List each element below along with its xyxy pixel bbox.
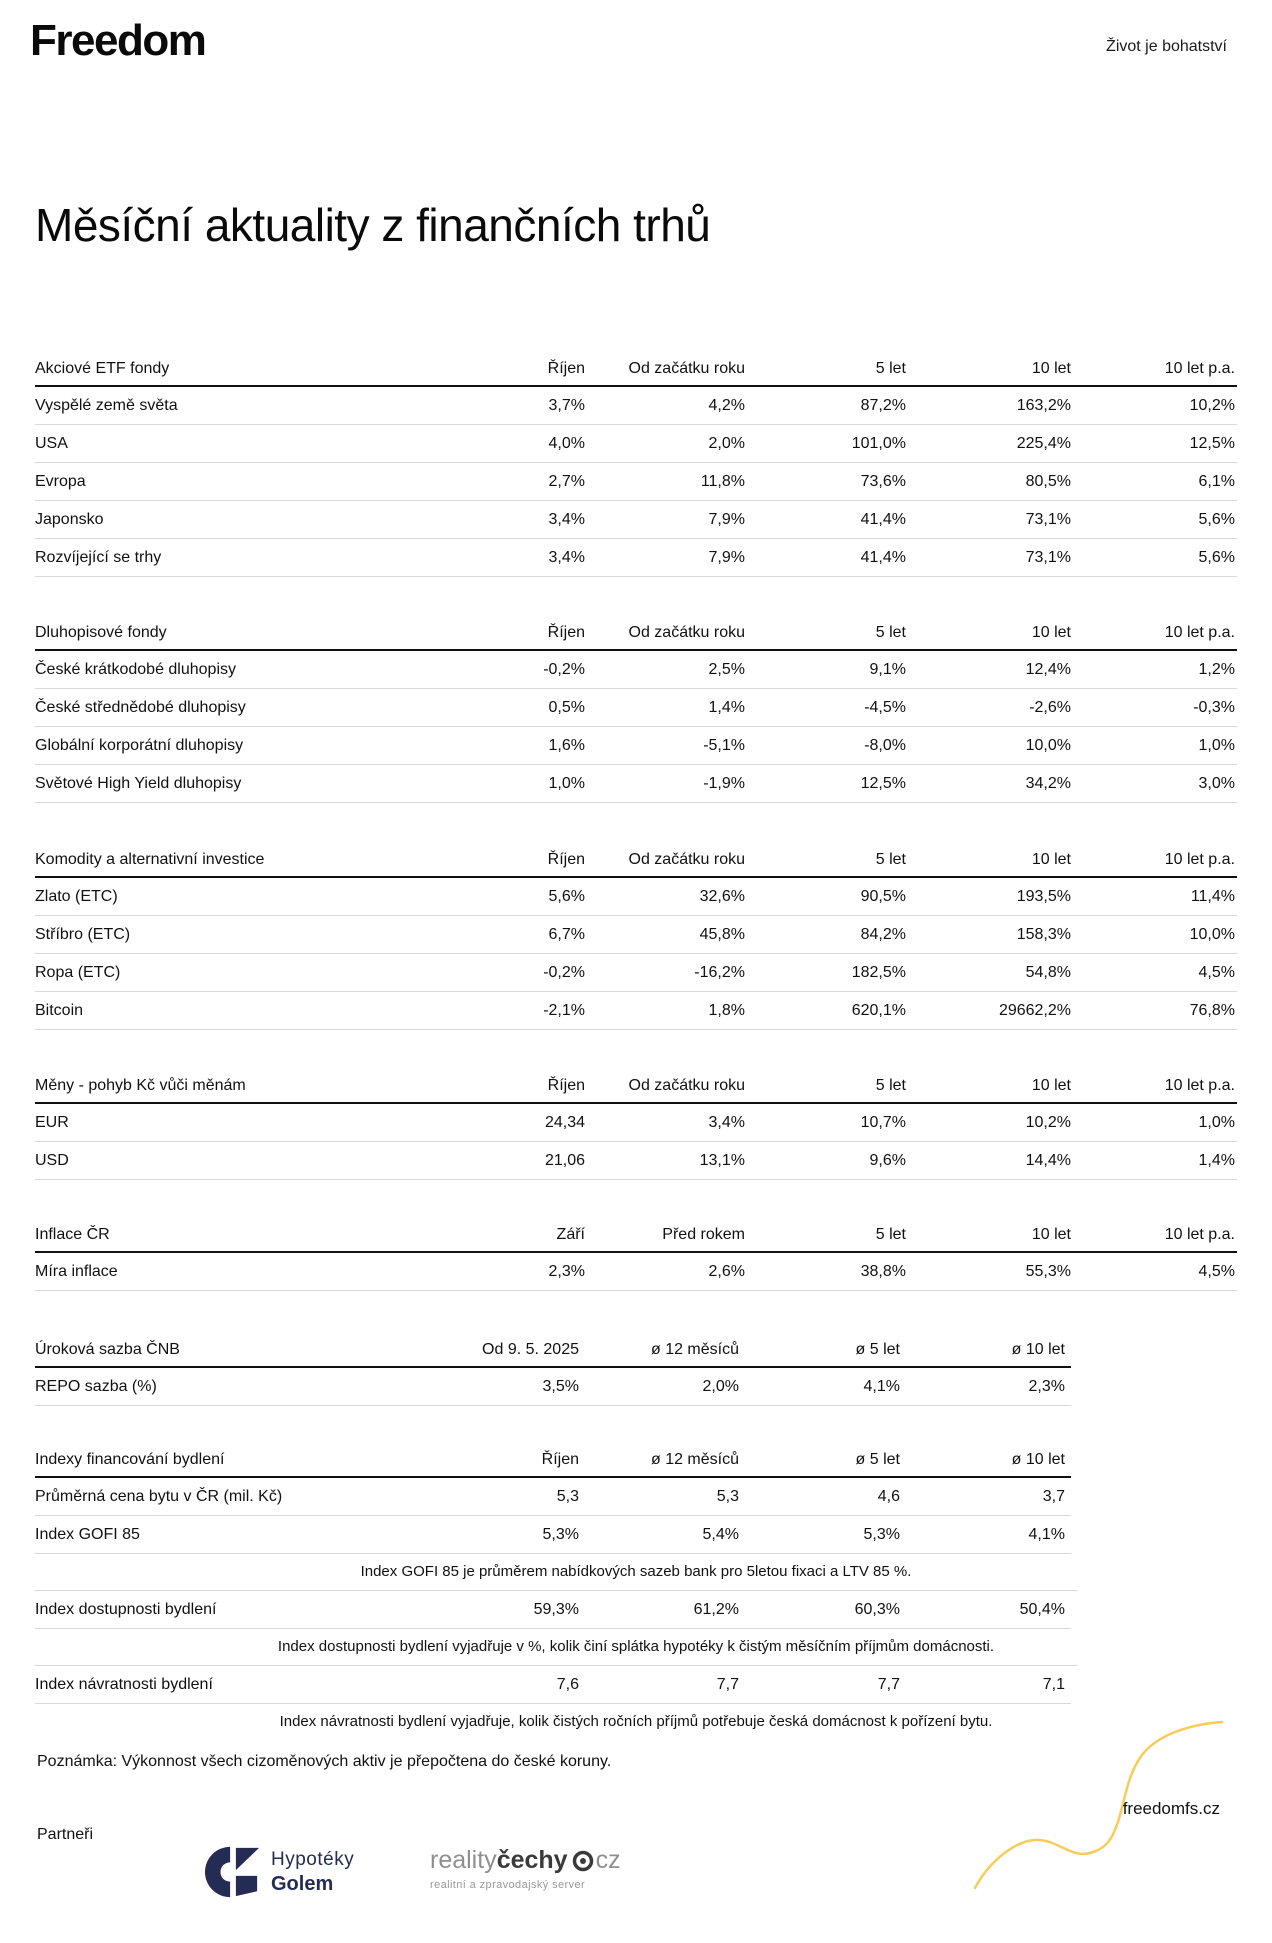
table-row — [35, 727, 1237, 765]
table-header-row — [35, 1069, 1237, 1104]
row-label: Rozvíjející se trhy — [35, 548, 162, 566]
footnote: Poznámka: Výkonnost všech cizoměnových aktiv je přepočtena do české koruny. — [37, 1753, 612, 1770]
table-row — [35, 916, 1237, 954]
column-header: 5 let — [875, 850, 906, 868]
cell-value: 4,1% — [863, 1377, 900, 1395]
table-note: Index návratnosti bydlení vyjadřuje, kolik čistých ročních příjmů potřebuje česká domácnost k pořízení bytu. — [279, 1713, 993, 1730]
golem-logo-line1: Hypotéky — [271, 1848, 355, 1870]
table-row — [35, 1591, 1071, 1629]
cell-value: 0,5% — [548, 698, 585, 716]
column-header: Říjen — [547, 623, 585, 641]
column-header: Říjen — [547, 850, 585, 868]
column-header: 10 let p.a. — [1164, 359, 1235, 377]
column-header: Od začátku roku — [628, 359, 745, 377]
cell-value: 87,2% — [860, 396, 906, 414]
table-header-row — [35, 1333, 1071, 1368]
website-link[interactable]: freedomfs.cz — [1122, 1799, 1220, 1818]
cell-value: 4,0% — [548, 434, 585, 452]
cell-value: 4,5% — [1198, 1262, 1235, 1280]
row-label: Ropa (ETC) — [35, 963, 121, 981]
cell-value: 1,8% — [708, 1001, 745, 1019]
cell-value: 10,2% — [1025, 1113, 1071, 1131]
cell-value: 2,3% — [548, 1262, 585, 1280]
table-header-row — [35, 843, 1237, 878]
cell-value: 76,8% — [1189, 1001, 1235, 1019]
column-header: Září — [556, 1225, 585, 1243]
cell-value: 61,2% — [693, 1600, 739, 1618]
cell-value: 11,4% — [1190, 887, 1235, 905]
cell-value: 225,4% — [1016, 434, 1071, 452]
cell-value: 4,5% — [1198, 963, 1235, 981]
cell-value: 101,0% — [851, 434, 906, 452]
cell-value: 10,0% — [1189, 925, 1235, 943]
cell-value: 38,8% — [860, 1262, 906, 1280]
cell-value: 55,3% — [1025, 1262, 1071, 1280]
cell-value: 3,4% — [548, 510, 585, 528]
cell-value: 2,3% — [1028, 1377, 1065, 1395]
column-header: 10 let — [1031, 1225, 1071, 1243]
table-row — [35, 992, 1237, 1030]
cell-value: 5,6% — [1198, 510, 1235, 528]
cell-value: 3,4% — [708, 1113, 745, 1131]
table-dluhopisove-fondy — [35, 616, 1237, 803]
row-label: Stříbro (ETC) — [35, 925, 131, 943]
cell-value: 1,6% — [548, 736, 585, 754]
column-header: Od začátku roku — [628, 850, 745, 868]
column-header: ø 12 měsíců — [650, 1450, 739, 1468]
realitycechy-subtitle: realitní a zpravodajský server — [430, 1879, 586, 1891]
cell-value: 10,7% — [860, 1113, 906, 1131]
cell-value: 5,6% — [1198, 548, 1235, 566]
cell-value: -5,1% — [703, 736, 745, 754]
table-row — [35, 501, 1237, 539]
cell-value: 4,6 — [877, 1487, 900, 1505]
cell-value: 158,3% — [1016, 925, 1071, 943]
cell-value: 32,6% — [699, 887, 745, 905]
target-icon — [572, 1850, 594, 1872]
column-header: ø 10 let — [1011, 1340, 1065, 1358]
table-header-row — [35, 616, 1237, 651]
column-header: ø 5 let — [855, 1340, 900, 1358]
cell-value: -8,0% — [864, 736, 906, 754]
table-row — [35, 539, 1237, 577]
cell-value: 12,5% — [860, 774, 906, 792]
table-komodity-alternativni-investice — [35, 843, 1237, 1030]
cell-value: -2,6% — [1029, 698, 1071, 716]
cell-value: 7,1 — [1042, 1675, 1065, 1693]
row-label: České střednědobé dluhopisy — [35, 698, 246, 716]
cell-value: 7,7 — [716, 1675, 739, 1693]
column-header: Říjen — [547, 359, 585, 377]
cell-value: 14,4% — [1025, 1151, 1071, 1169]
row-label: REPO sazba (%) — [35, 1377, 157, 1395]
cell-value: 41,4% — [860, 548, 906, 566]
cell-value: 9,1% — [869, 660, 906, 678]
row-label: Zlato (ETC) — [35, 887, 118, 905]
row-label: Index GOFI 85 — [35, 1525, 140, 1543]
table-row — [35, 1516, 1071, 1554]
cell-value: 11,8% — [700, 472, 745, 490]
table-title: Dluhopisové fondy — [35, 623, 167, 641]
cell-value: 1,0% — [1198, 736, 1235, 754]
cell-value: 163,2% — [1016, 396, 1071, 414]
golem-logo-line2: Golem — [271, 1872, 334, 1895]
cell-value: 1,0% — [1198, 1113, 1235, 1131]
cell-value: -2,1% — [543, 1001, 585, 1019]
cell-value: 5,3 — [556, 1487, 579, 1505]
cell-value: -16,2% — [694, 963, 745, 981]
freedom-logo: Freedom — [30, 16, 206, 65]
column-header: 5 let — [875, 1225, 906, 1243]
column-header: 5 let — [875, 623, 906, 641]
table-header-row — [35, 1443, 1071, 1478]
brand-tagline: Život je bohatství — [1106, 38, 1227, 55]
table-row — [35, 878, 1237, 916]
cell-value: 2,7% — [548, 472, 585, 490]
cell-value: 10,0% — [1025, 736, 1071, 754]
column-header: 10 let p.a. — [1164, 623, 1235, 641]
cell-value: 1,2% — [1198, 660, 1235, 678]
cell-value: -0,2% — [543, 963, 585, 981]
realitycechy-part2: čechy — [496, 1846, 568, 1874]
row-label: USD — [35, 1151, 69, 1169]
row-label: Bitcoin — [35, 1001, 84, 1019]
cell-value: 73,1% — [1025, 548, 1071, 566]
column-header: 10 let p.a. — [1164, 1225, 1235, 1243]
row-label: Globální korporátní dluhopisy — [35, 736, 244, 754]
column-header: 10 let — [1031, 1076, 1071, 1094]
column-header: Říjen — [541, 1450, 579, 1468]
table-note: Index GOFI 85 je průměrem nabídkových sazeb bank pro 5letou fixaci a LTV 85 %. — [35, 1554, 1077, 1591]
table-row — [35, 765, 1237, 803]
row-label: České krátkodobé dluhopisy — [35, 660, 237, 678]
cell-value: 80,5% — [1025, 472, 1071, 490]
column-header: 10 let — [1031, 623, 1071, 641]
cell-value: 2,0% — [708, 434, 745, 452]
row-label: USA — [35, 434, 68, 452]
cell-value: 54,8% — [1025, 963, 1071, 981]
partners-heading: Partneři — [37, 1826, 94, 1843]
cell-value: 13,1% — [699, 1151, 745, 1169]
cell-value: 4,1% — [1028, 1525, 1065, 1543]
row-label: Index návratnosti bydlení — [35, 1675, 213, 1693]
column-header: Od začátku roku — [628, 1076, 745, 1094]
cell-value: 5,3% — [863, 1525, 900, 1543]
cell-value: 5,3% — [542, 1525, 579, 1543]
table-title: Úroková sazba ČNB — [35, 1340, 180, 1358]
column-header: 5 let — [875, 359, 906, 377]
table-indexy-financovani-bydleni — [35, 1443, 1077, 1740]
row-label: Vyspělé země světa — [35, 396, 178, 414]
table-meny — [35, 1069, 1237, 1180]
cell-value: 7,9% — [708, 510, 745, 528]
table-title: Indexy financování bydlení — [35, 1450, 225, 1468]
cell-value: 4,2% — [708, 396, 745, 414]
table-row — [35, 1142, 1237, 1180]
cell-value: 24,34 — [544, 1113, 585, 1131]
column-header: 10 let p.a. — [1164, 1076, 1235, 1094]
column-header: ø 5 let — [855, 1450, 900, 1468]
cell-value: 73,6% — [860, 472, 906, 490]
cell-value: 41,4% — [860, 510, 906, 528]
table-row — [35, 1104, 1237, 1142]
cell-value: 45,8% — [699, 925, 745, 943]
cell-value: 3,7% — [548, 396, 585, 414]
column-header: Říjen — [547, 1076, 585, 1094]
table-akciove-etf-fondy — [35, 352, 1237, 577]
cell-value: 3,5% — [542, 1377, 579, 1395]
cell-value: 84,2% — [860, 925, 906, 943]
column-header: 10 let p.a. — [1164, 850, 1235, 868]
row-label: Evropa — [35, 472, 86, 490]
table-title: Komodity a alternativní investice — [35, 850, 265, 868]
row-label: Míra inflace — [35, 1262, 118, 1280]
cell-value: 2,6% — [708, 1262, 745, 1280]
cell-value: 5,3 — [716, 1487, 739, 1505]
table-row — [35, 954, 1237, 992]
cell-value: -0,2% — [543, 660, 585, 678]
column-header: 5 let — [875, 1076, 906, 1094]
row-label: Index dostupnosti bydlení — [35, 1600, 217, 1618]
cell-value: 3,0% — [1198, 774, 1235, 792]
table-row — [35, 1666, 1071, 1704]
cell-value: 3,4% — [548, 548, 585, 566]
table-title: Akciové ETF fondy — [35, 359, 170, 377]
cell-value: 193,5% — [1016, 887, 1071, 905]
cell-value: -4,5% — [864, 698, 906, 716]
column-header: Před rokem — [662, 1225, 745, 1243]
partner-logo-hypoteky-golem[interactable] — [205, 1846, 354, 1898]
partner-logo-realitycechy[interactable] — [430, 1846, 621, 1891]
cell-value: 6,7% — [548, 925, 585, 943]
cell-value: 6,1% — [1198, 472, 1235, 490]
cell-value: 60,3% — [854, 1600, 900, 1618]
table-row — [35, 463, 1237, 501]
column-header: Od začátku roku — [628, 623, 745, 641]
cell-value: 29662,2% — [998, 1001, 1071, 1019]
table-row — [35, 1253, 1237, 1291]
cell-value: 620,1% — [851, 1001, 906, 1019]
page-title: Měsíční aktuality z finančních trhů — [35, 199, 711, 251]
cell-value: 34,2% — [1025, 774, 1071, 792]
cell-value: 182,5% — [851, 963, 906, 981]
row-label: Japonsko — [35, 510, 104, 528]
cell-value: 21,06 — [544, 1151, 585, 1169]
cell-value: 5,4% — [702, 1525, 739, 1543]
cell-value: 59,3% — [533, 1600, 579, 1618]
table-header-row — [35, 352, 1237, 387]
table-note: Index dostupnosti bydlení vyjadřuje v %, kolik činí splátka hypotéky k čistým měsíčním příjmům domácnosti. — [35, 1629, 1077, 1666]
table-header-row — [35, 1218, 1237, 1253]
cell-value: 12,5% — [1189, 434, 1235, 452]
realitycechy-part3: cz — [595, 1846, 621, 1874]
table-urokova-sazba-cnb — [35, 1333, 1071, 1406]
cell-value: -1,9% — [703, 774, 745, 792]
cell-value: 73,1% — [1025, 510, 1071, 528]
table-inflace-cr — [35, 1218, 1237, 1291]
row-label: Světové High Yield dluhopisy — [35, 774, 242, 792]
table-row — [35, 689, 1237, 727]
column-header: 10 let — [1031, 850, 1071, 868]
cell-value: 1,0% — [548, 774, 585, 792]
realitycechy-part1: reality — [430, 1846, 497, 1874]
table-row — [35, 1478, 1071, 1516]
cell-value: 1,4% — [708, 698, 745, 716]
table-row — [35, 651, 1237, 689]
table-row — [35, 387, 1237, 425]
cell-value: 50,4% — [1019, 1600, 1065, 1618]
cell-value: 10,2% — [1189, 396, 1235, 414]
golem-logo-icon — [205, 1846, 261, 1898]
column-header: 10 let — [1031, 359, 1071, 377]
column-header: Od 9. 5. 2025 — [482, 1340, 579, 1358]
cell-value: 1,4% — [1198, 1151, 1235, 1169]
row-label: Průměrná cena bytu v ČR (mil. Kč) — [35, 1487, 283, 1505]
table-row — [35, 1368, 1071, 1406]
cell-value: 7,9% — [708, 548, 745, 566]
column-header: ø 10 let — [1011, 1450, 1065, 1468]
table-row — [35, 425, 1237, 463]
cell-value: 9,6% — [869, 1151, 906, 1169]
cell-value: 2,0% — [702, 1377, 739, 1395]
cell-value: 5,6% — [548, 887, 585, 905]
cell-value: -0,3% — [1193, 698, 1235, 716]
table-title: Měny - pohyb Kč vůči měnám — [35, 1076, 246, 1094]
cell-value: 3,7 — [1042, 1487, 1065, 1505]
column-header: ø 12 měsíců — [650, 1340, 739, 1358]
cell-value: 90,5% — [860, 887, 906, 905]
cell-value: 2,5% — [708, 660, 745, 678]
table-title: Inflace ČR — [35, 1225, 110, 1243]
cell-value: 12,4% — [1025, 660, 1071, 678]
cell-value: 7,7 — [877, 1675, 900, 1693]
row-label: EUR — [35, 1113, 69, 1131]
cell-value: 7,6 — [556, 1675, 579, 1693]
